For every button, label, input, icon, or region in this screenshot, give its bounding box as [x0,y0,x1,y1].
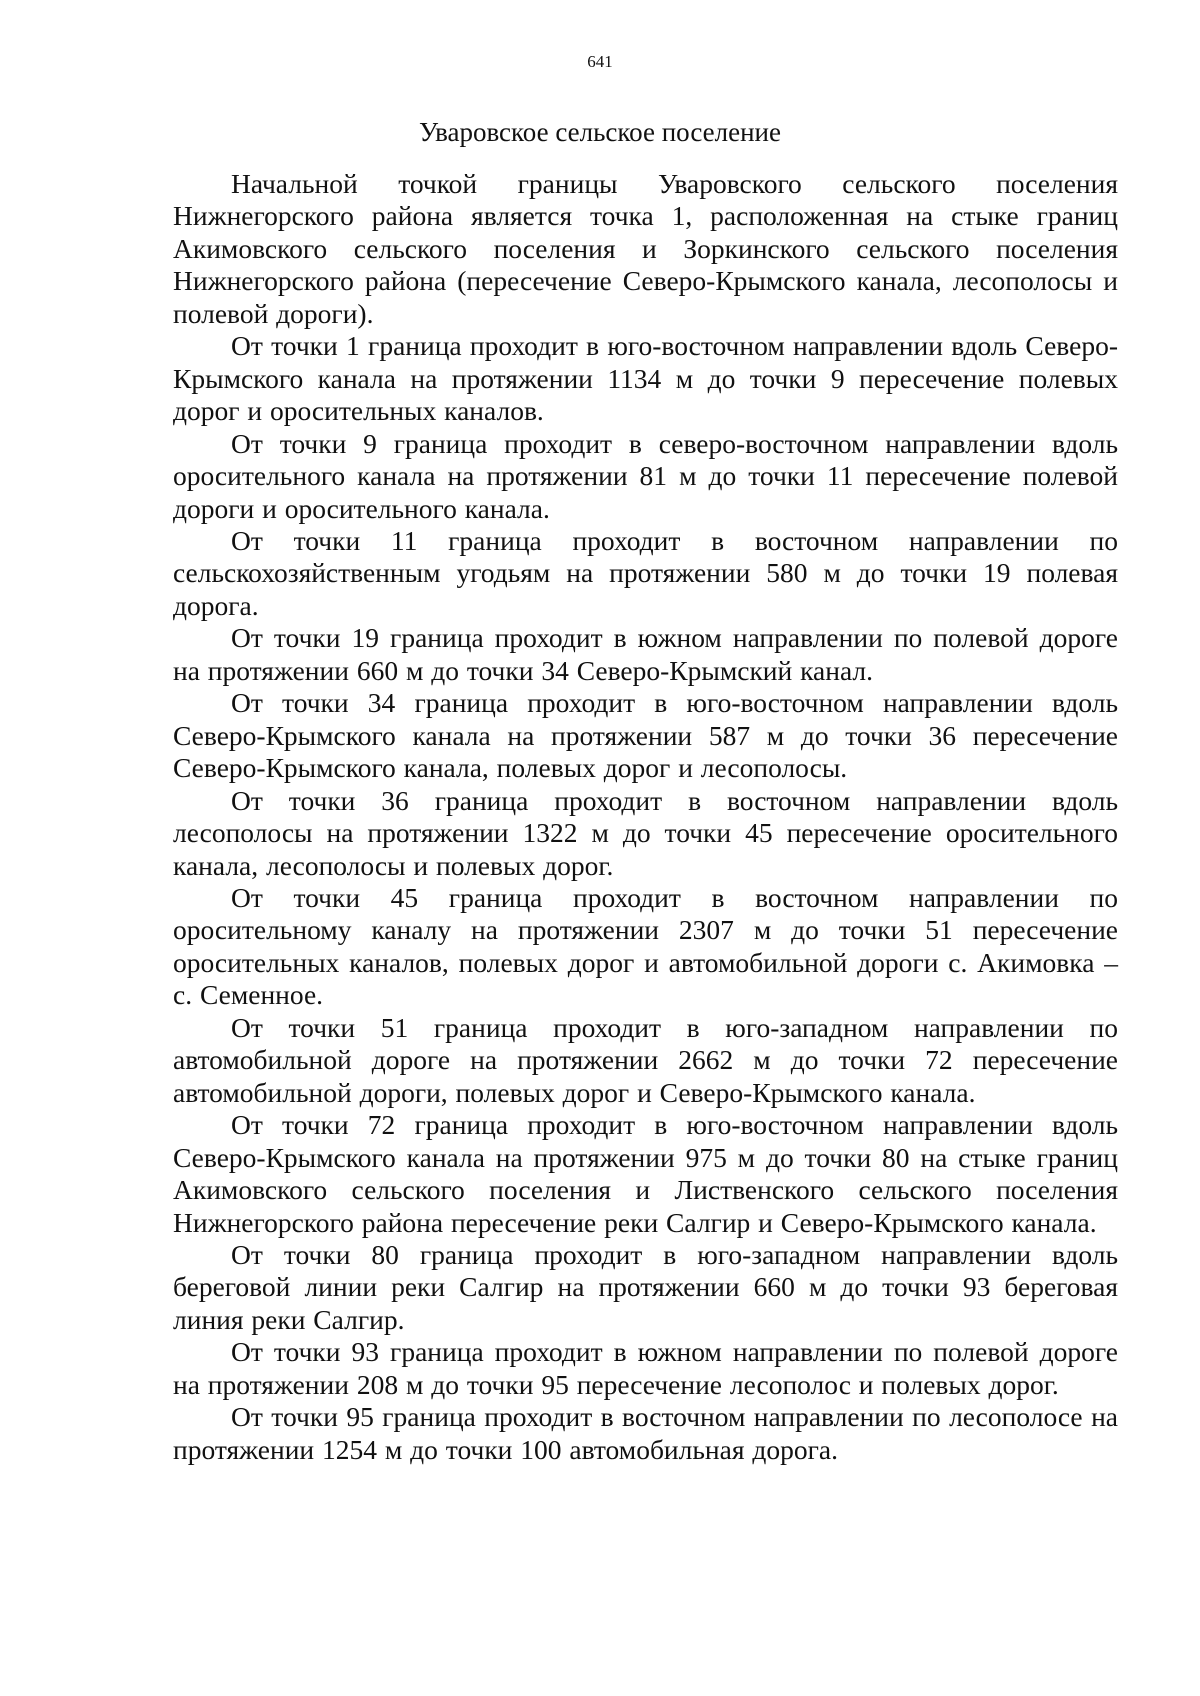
paragraph: От точки 72 граница проходит в юго-восточном направлении вдоль Северо-Крымского канала на протяжении 975 м до точки 80 на стыке границ Акимовского сельского поселения и Лиственского сельского поселения Нижнегорского района пересечение реки Салгир и Северо-Крымского канала. [173,1109,1118,1238]
paragraph: От точки 19 граница проходит в южном направлении по полевой дороге на протяжении 660 м до точки 34 Северо-Крымский канал. [173,622,1118,686]
page-number: 641 [587,52,613,71]
document-body [173,168,1118,1466]
paragraph: От точки 9 граница проходит в северо-восточном направлении вдоль оросительного канала на протяжении 81 м до точки 11 пересечение полевой дороги и оросительного канала. [173,427,1118,524]
paragraph: От точки 34 граница проходит в юго-восточном направлении вдоль Северо-Крымского канала на протяжении 587 м до точки 36 пересечение Северо-Крымского канала, полевых дорог и лесополосы. [173,687,1118,784]
paragraph: Начальной точкой границы Уваровского сельского поселения Нижнегорского района является точка 1, расположенная на стыке границ Акимовского сельского поселения и Зоркинского сельского поселения Нижнегорского района (пересечение Северо-Крымского канала, лесополосы и полевой дороги). [173,168,1118,329]
paragraph: От точки 51 граница проходит в юго-западном направлении по автомобильной дороге на протяжении 2662 м до точки 72 пересечение автомобильной дороги, полевых дорог и Северо-Крымского канала. [173,1011,1118,1108]
paragraph: От точки 95 граница проходит в восточном направлении по лесополосе на протяжении 1254 м до точки 100 автомобильная дорога. [173,1401,1118,1465]
paragraph: От точки 11 граница проходит в восточном направлении по сельскохозяйственным угодьям на протяжении 580 м до точки 19 полевая дорога. [173,524,1118,621]
paragraph: От точки 36 граница проходит в восточном направлении вдоль лесополосы на протяжении 1322 м до точки 45 пересечение оросительного канала, лесополосы и полевых дорог. [173,784,1118,881]
paragraph: От точки 1 граница проходит в юго-восточном направлении вдоль Северо-Крымского канала на протяжении 1134 м до точки 9 пересечение полевых дорог и оросительных каналов. [173,330,1118,427]
paragraph: От точки 45 граница проходит в восточном направлении по оросительному каналу на протяжении 2307 м до точки 51 пересечение оросительных каналов, полевых дорог и автомобильной дороги с. Акимовка – с. Семенное. [173,881,1118,1011]
document-title: Уваровское сельское поселение [419,117,781,147]
paragraph: От точки 93 граница проходит в южном направлении по полевой дороге на протяжении 208 м до точки 95 пересечение лесополос и полевых дорог. [173,1336,1118,1400]
paragraph: От точки 80 граница проходит в юго-западном направлении вдоль береговой линии реки Салгир на протяжении 660 м до точки 93 береговая линия реки Салгир. [173,1238,1118,1335]
